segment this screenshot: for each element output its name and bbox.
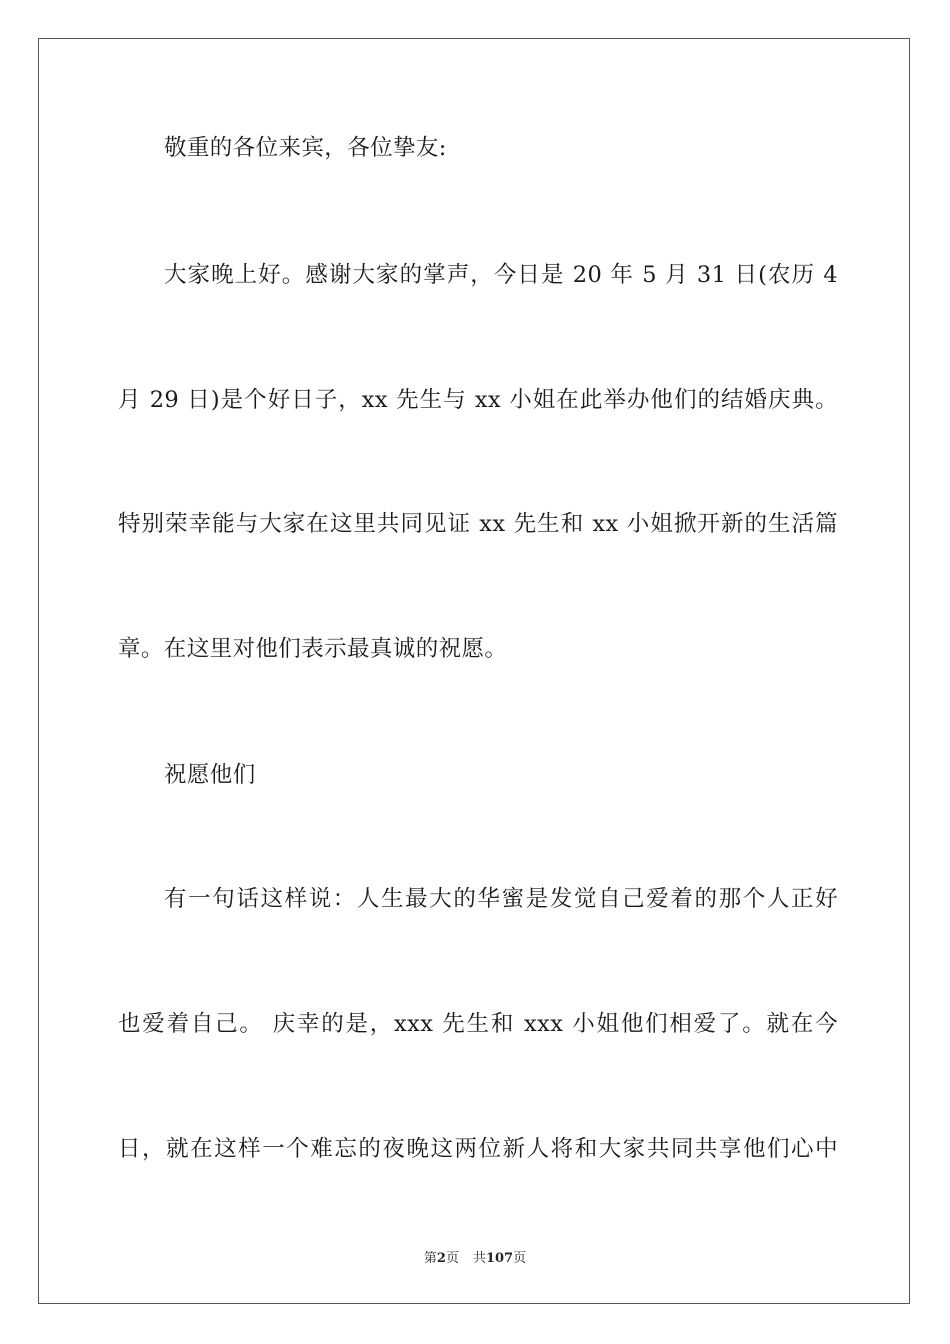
footer-total-suffix: 页 <box>513 1251 527 1266</box>
page-border <box>38 38 910 1304</box>
footer-total-prefix: 共 <box>472 1251 486 1266</box>
footer-page-prefix: 第 <box>423 1251 437 1266</box>
text-line-2: 大家晚上好。感谢大家的掌声，今日是 20 年 5 月 31 日(农历 4 <box>164 262 838 288</box>
text-line-5: 章。在这里对他们表示最真诚的祝愿。 <box>118 636 508 662</box>
text-line-4: 特别荣幸能与大家在这里共同见证 xx 先生和 xx 小姐掀开新的生活篇 <box>118 511 838 537</box>
text-line-6: 祝愿他们 <box>164 762 256 788</box>
footer-page-suffix: 页 <box>445 1251 459 1266</box>
text-line-8: 也爱着自己。 庆幸的是，xxx 先生和 xxx 小姐他们相爱了。就在今 <box>118 1011 838 1037</box>
text-line-1: 敬重的各位来宾，各位挚友: <box>164 135 447 161</box>
text-line-9: 日，就在这样一个难忘的夜晚这两位新人将和大家共同共享他们心中 <box>118 1136 838 1162</box>
text-line-3: 月 29 日)是个好日子，xx 先生与 xx 小姐在此举办他们的结婚庆典。 <box>118 387 838 413</box>
footer-page-number: 2 <box>436 1251 446 1266</box>
footer-total-pages: 107 <box>485 1251 514 1266</box>
text-line-7: 有一句话这样说：人生最大的华蜜是发觉自己爱着的那个人正好 <box>164 886 838 912</box>
page-footer <box>0 1247 950 1266</box>
